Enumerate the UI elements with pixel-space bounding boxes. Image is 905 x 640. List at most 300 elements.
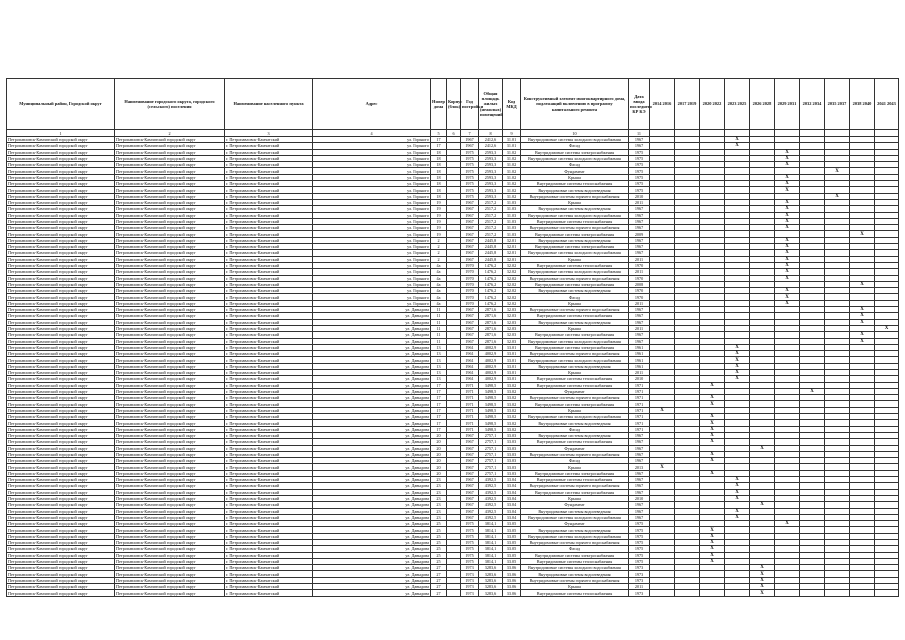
address-cell: ул. Давыдова	[313, 401, 431, 407]
table-cell: 33.02	[503, 401, 521, 407]
period-mark: X	[775, 237, 800, 243]
table-cell: Петропавловск-Камчатский городской округ	[115, 470, 225, 476]
element-cell: Внутридомовые системы электроснабжения	[521, 332, 629, 338]
table-cell: Петропавловск-Камчатский городской округ	[115, 477, 225, 483]
table-cell: г. Петропавловск-Камчатский	[225, 300, 313, 306]
last-repair-cell: 1967	[629, 489, 650, 495]
table-cell: Петропавловск-Камчатский городской округ	[115, 445, 225, 451]
table-cell: 17	[431, 388, 447, 394]
table-cell: 4а	[431, 281, 447, 287]
element-cell: Внутридомовые системы теплоснабжения	[521, 218, 629, 224]
table-cell: Петропавловск-Камчатский городской округ	[7, 477, 115, 483]
table-cell: 3814,1	[479, 521, 503, 527]
table-cell: 25	[431, 552, 447, 558]
table-cell: 1967	[461, 332, 479, 338]
table-cell: Петропавловск-Камчатский городской округ	[115, 250, 225, 256]
element-cell: Фасад	[521, 458, 629, 464]
capital-repair-table	[6, 78, 899, 597]
address-cell: ул. Давыдова	[313, 558, 431, 564]
address-cell: ул. Горького	[313, 187, 431, 193]
table-cell: г. Петропавловск-Камчатский	[225, 256, 313, 262]
last-repair-cell: 1967	[629, 244, 650, 250]
period-mark: X	[725, 363, 750, 369]
table-cell: Петропавловск-Камчатский городской округ	[7, 181, 115, 187]
column-number	[825, 130, 850, 137]
table-cell: Петропавловск-Камчатский городской округ	[7, 432, 115, 438]
address-cell: ул. Давыдова	[313, 420, 431, 426]
element-cell: Крыша	[521, 407, 629, 413]
last-repair-cell: 1975	[629, 181, 650, 187]
table-cell: 17	[431, 401, 447, 407]
table-cell: г. Петропавловск-Камчатский	[225, 426, 313, 432]
table-cell: г. Петропавловск-Камчатский	[225, 357, 313, 363]
table-cell: 1973	[461, 571, 479, 577]
element-cell: Внутридомовые системы электроснабжения	[521, 552, 629, 558]
table-cell: 11	[431, 332, 447, 338]
table-cell: 31.02	[503, 187, 521, 193]
table-cell: 11	[431, 325, 447, 331]
period-mark	[825, 590, 850, 596]
last-repair-cell: 1973	[629, 565, 650, 571]
table-cell: 20	[431, 439, 447, 445]
period-mark: X	[775, 149, 800, 155]
last-repair-cell: 1967	[629, 508, 650, 514]
table-cell: 1967	[461, 508, 479, 514]
table-cell: 3498,5	[479, 414, 503, 420]
column-header: 2026 2028	[750, 79, 775, 130]
table-cell: Петропавловск-Камчатский городской округ	[7, 307, 115, 313]
period-mark: X	[725, 495, 750, 501]
last-repair-cell: 1967	[629, 514, 650, 520]
table-cell	[447, 590, 461, 596]
period-mark: X	[750, 445, 775, 451]
element-cell: Внутридомовые системы водоотведения	[521, 319, 629, 325]
period-mark: X	[750, 577, 775, 583]
table-cell: 1967	[461, 325, 479, 331]
table-cell: 33.01	[503, 363, 521, 369]
last-repair-cell: 1973	[629, 571, 650, 577]
table-cell: 27	[431, 571, 447, 577]
table-cell: Петропавловск-Камчатский городской округ	[115, 231, 225, 237]
table-cell: Петропавловск-Камчатский городской округ	[7, 407, 115, 413]
table-cell: 19	[431, 231, 447, 237]
address-cell: ул. Горького	[313, 149, 431, 155]
last-repair-cell: 1967	[629, 250, 650, 256]
table-cell: Петропавловск-Камчатский городской округ	[115, 533, 225, 539]
period-mark: X	[725, 143, 750, 149]
table-cell: Петропавловск-Камчатский городской округ	[7, 332, 115, 338]
last-repair-cell: 1967	[629, 432, 650, 438]
table-cell: Петропавловск-Камчатский городской округ	[115, 414, 225, 420]
table-cell: Петропавловск-Камчатский городской округ	[115, 262, 225, 268]
period-mark: X	[775, 288, 800, 294]
table-cell: 33.04	[503, 508, 521, 514]
period-mark: X	[725, 508, 750, 514]
last-repair-cell: 1970	[629, 294, 650, 300]
address-cell: ул. Давыдова	[313, 307, 431, 313]
address-cell: ул. Горького	[313, 199, 431, 205]
element-cell: Внутридомовые системы теплоснабжения	[521, 477, 629, 483]
address-cell: ул. Горького	[313, 218, 431, 224]
table-cell: Петропавловск-Камчатский городской округ	[7, 199, 115, 205]
table-cell: Петропавловск-Камчатский городской округ	[7, 552, 115, 558]
table-cell: 1967	[461, 206, 479, 212]
table-cell: 4392,5	[479, 502, 503, 508]
table-cell: Петропавловск-Камчатский городской округ	[7, 357, 115, 363]
table-cell: Петропавловск-Камчатский городской округ	[115, 143, 225, 149]
period-mark: X	[700, 414, 725, 420]
table-cell: Петропавловск-Камчатский городской округ	[7, 464, 115, 470]
last-repair-cell: 1971	[629, 382, 650, 388]
element-cell: Внутридомовые системы горячего водоснабжения	[521, 193, 629, 199]
table-cell: 23	[431, 483, 447, 489]
table-cell: Петропавловск-Камчатский городской округ	[7, 502, 115, 508]
table-cell: 3498,5	[479, 420, 503, 426]
period-mark: X	[775, 199, 800, 205]
table-cell: 1975	[461, 181, 479, 187]
table-cell: Петропавловск-Камчатский городской округ	[7, 495, 115, 501]
address-cell: ул. Давыдова	[313, 426, 431, 432]
table-cell: Петропавловск-Камчатский городской округ	[115, 546, 225, 552]
table-cell: 33.01	[503, 376, 521, 382]
table-cell: г. Петропавловск-Камчатский	[225, 477, 313, 483]
period-mark: X	[700, 432, 725, 438]
period-mark: X	[700, 382, 725, 388]
element-cell: Внутридомовые системы горячего водоснабжения	[521, 451, 629, 457]
table-cell: 2	[431, 244, 447, 250]
table-cell: 1973	[461, 584, 479, 590]
period-mark: X	[700, 533, 725, 539]
period-mark: X	[700, 552, 725, 558]
table-cell: Петропавловск-Камчатский городской округ	[7, 470, 115, 476]
period-mark: X	[850, 332, 875, 338]
table-cell: 31.03	[503, 199, 521, 205]
address-cell: ул. Горького	[313, 143, 431, 149]
column-number: 9	[503, 130, 521, 137]
table-cell: 2757,1	[479, 470, 503, 476]
table-cell: 3498,5	[479, 382, 503, 388]
table-cell: Петропавловск-Камчатский городской округ	[7, 401, 115, 407]
element-cell: Внутридомовые системы холодного водоснабжения	[521, 155, 629, 161]
address-cell: ул. Давыдова	[313, 527, 431, 533]
period-mark: X	[725, 369, 750, 375]
table-cell: Петропавловск-Камчатский городской округ	[7, 426, 115, 432]
column-header: Код МКД	[503, 79, 521, 130]
table-cell: г. Петропавловск-Камчатский	[225, 325, 313, 331]
table-cell: Петропавловск-Камчатский городской округ	[7, 174, 115, 180]
table-cell: 2757,1	[479, 439, 503, 445]
address-cell: ул. Давыдова	[313, 369, 431, 375]
table-cell: 1970	[461, 281, 479, 287]
column-number: 2	[115, 130, 225, 137]
table-cell: Петропавловск-Камчатский городской округ	[7, 546, 115, 552]
table-cell: 3814,1	[479, 533, 503, 539]
period-mark: X	[775, 162, 800, 168]
address-cell: ул. Давыдова	[313, 464, 431, 470]
address-cell: ул. Горького	[313, 231, 431, 237]
address-cell: ул. Горького	[313, 225, 431, 231]
table-cell: г. Петропавловск-Камчатский	[225, 344, 313, 350]
column-header: 2017 2019	[675, 79, 700, 130]
table-cell: 1967	[461, 470, 479, 476]
table-cell: 23	[431, 508, 447, 514]
table-cell: 19	[431, 212, 447, 218]
address-cell: ул. Давыдова	[313, 489, 431, 495]
address-cell: ул. Горького	[313, 212, 431, 218]
table-cell: 3814,1	[479, 546, 503, 552]
table-cell: Петропавловск-Камчатский городской округ	[7, 571, 115, 577]
table-cell: 33.06	[503, 565, 521, 571]
address-cell: ул. Давыдова	[313, 571, 431, 577]
period-mark: X	[775, 300, 800, 306]
table-cell: 11	[431, 307, 447, 313]
table-cell: 2593,3	[479, 155, 503, 161]
column-number: 5	[431, 130, 447, 137]
table-cell: г. Петропавловск-Камчатский	[225, 540, 313, 546]
table-cell: Петропавловск-Камчатский городской округ	[7, 533, 115, 539]
table-cell: 3498,5	[479, 401, 503, 407]
last-repair-cell: 1967	[629, 451, 650, 457]
table-cell: г. Петропавловск-Камчатский	[225, 193, 313, 199]
table-cell: Петропавловск-Камчатский городской округ	[7, 206, 115, 212]
column-number: 4	[313, 130, 431, 137]
table-cell: 18	[431, 162, 447, 168]
table-cell: 4392,5	[479, 495, 503, 501]
period-mark: X	[775, 269, 800, 275]
table-cell: г. Петропавловск-Камчатский	[225, 149, 313, 155]
table-cell: 2445,8	[479, 237, 503, 243]
element-cell: Внутридомовые системы водоотведения	[521, 527, 629, 533]
table-cell: 32.01	[503, 244, 521, 250]
table-cell: Петропавловск-Камчатский городской округ	[115, 565, 225, 571]
last-repair-cell: 1967	[629, 502, 650, 508]
table-cell: Петропавловск-Камчатский городской округ	[115, 193, 225, 199]
table-cell: 25	[431, 527, 447, 533]
table-cell: г. Петропавловск-Камчатский	[225, 533, 313, 539]
table-cell: 19	[431, 206, 447, 212]
table-cell: 2757,1	[479, 458, 503, 464]
last-repair-cell: 1975	[629, 552, 650, 558]
element-cell: Фундамент	[521, 388, 629, 394]
table-cell: 4а	[431, 275, 447, 281]
table-cell: 33.04	[503, 502, 521, 508]
table-cell: 33.03	[503, 458, 521, 464]
table-cell: 4392,5	[479, 514, 503, 520]
last-repair-cell: 1971	[629, 395, 650, 401]
period-mark	[875, 590, 899, 596]
table-cell: 18	[431, 155, 447, 161]
table-cell: 1961	[461, 376, 479, 382]
table-cell: г. Петропавловск-Камчатский	[225, 521, 313, 527]
table-cell: 27	[431, 590, 447, 596]
table-cell: Петропавловск-Камчатский городской округ	[115, 401, 225, 407]
table-cell: Петропавловск-Камчатский городской округ	[115, 527, 225, 533]
table-cell: 1975	[461, 527, 479, 533]
period-mark: X	[700, 558, 725, 564]
table-cell: г. Петропавловск-Камчатский	[225, 206, 313, 212]
period-mark: X	[650, 464, 675, 470]
table-cell: 13	[431, 344, 447, 350]
last-repair-cell: 2009	[629, 231, 650, 237]
table-cell: г. Петропавловск-Камчатский	[225, 382, 313, 388]
column-number: 11	[629, 130, 650, 137]
element-cell: Внутридомовые системы теплоснабжения	[521, 181, 629, 187]
last-repair-cell: 1971	[629, 414, 650, 420]
table-cell: Петропавловск-Камчатский городской округ	[7, 244, 115, 250]
address-cell: ул. Горького	[313, 294, 431, 300]
address-cell: ул. Горького	[313, 155, 431, 161]
table-cell: 27	[431, 584, 447, 590]
table-cell: 3498,5	[479, 388, 503, 394]
table-cell: Петропавловск-Камчатский городской округ	[115, 577, 225, 583]
last-repair-cell: 1973	[629, 590, 650, 596]
table-cell: 27	[431, 577, 447, 583]
last-repair-cell: 1967	[629, 458, 650, 464]
table-cell: 33.03	[503, 451, 521, 457]
element-cell: Фундамент	[521, 168, 629, 174]
table-cell: г. Петропавловск-Камчатский	[225, 294, 313, 300]
table-cell: 4а	[431, 288, 447, 294]
table-cell: г. Петропавловск-Камчатский	[225, 546, 313, 552]
table-cell: 31.03	[503, 231, 521, 237]
table-cell: г. Петропавловск-Камчатский	[225, 137, 313, 143]
table-cell: 33.02	[503, 382, 521, 388]
last-repair-cell: 1973	[629, 577, 650, 583]
element-cell: Внутридомовые системы теплоснабжения	[521, 262, 629, 268]
table-cell: г. Петропавловск-Камчатский	[225, 351, 313, 357]
element-cell: Фасад	[521, 294, 629, 300]
table-cell: Петропавловск-Камчатский городской округ	[115, 369, 225, 375]
element-cell: Внутридомовые системы водоотведения	[521, 420, 629, 426]
table-cell: 17	[431, 137, 447, 143]
table-cell: 1967	[461, 237, 479, 243]
element-cell: Внутридомовые системы холодного водоснабжения	[521, 514, 629, 520]
table-cell: Петропавловск-Камчатский городской округ	[115, 426, 225, 432]
table-cell: 23	[431, 514, 447, 520]
address-cell: ул. Давыдова	[313, 495, 431, 501]
column-number	[875, 130, 899, 137]
table-cell: 4а	[431, 269, 447, 275]
table-cell: 1967	[461, 137, 479, 143]
column-header: 2038 2040	[850, 79, 875, 130]
address-cell: ул. Горького	[313, 275, 431, 281]
table-cell: 25	[431, 540, 447, 546]
table-cell: 18	[431, 181, 447, 187]
column-header: Конструктивный элемент многоквартирного дома, подлежащий включению в программу капитального ремонта	[521, 79, 629, 130]
table-cell: Петропавловск-Камчатский городской округ	[115, 155, 225, 161]
element-cell: Внутридомовые системы горячего водоснабжения	[521, 483, 629, 489]
table-cell: Петропавловск-Камчатский городской округ	[7, 395, 115, 401]
address-cell: ул. Давыдова	[313, 344, 431, 350]
period-mark	[850, 590, 875, 596]
table-cell: 2757,1	[479, 451, 503, 457]
last-repair-cell: 1967	[629, 470, 650, 476]
table-cell: Петропавловск-Камчатский городской округ	[115, 300, 225, 306]
element-cell: Внутридомовые системы холодного водоснабжения	[521, 250, 629, 256]
table-cell: 1971	[461, 420, 479, 426]
table-cell: г. Петропавловск-Камчатский	[225, 458, 313, 464]
table-cell: г. Петропавловск-Камчатский	[225, 269, 313, 275]
table-cell: 1971	[461, 401, 479, 407]
table-cell: 4002,9	[479, 351, 503, 357]
address-cell: ул. Давыдова	[313, 533, 431, 539]
table-cell: г. Петропавловск-Камчатский	[225, 558, 313, 564]
table-cell: 31.02	[503, 162, 521, 168]
table-cell: 1975	[461, 540, 479, 546]
table-cell: 2593,3	[479, 162, 503, 168]
table-cell: Петропавловск-Камчатский городской округ	[7, 231, 115, 237]
table-cell: 18	[431, 149, 447, 155]
period-mark: X	[775, 218, 800, 224]
table-cell: 1961	[461, 363, 479, 369]
table-cell: г. Петропавловск-Камчатский	[225, 262, 313, 268]
table-cell: 2871,6	[479, 307, 503, 313]
table-cell: Петропавловск-Камчатский городской округ	[7, 376, 115, 382]
element-cell: Крыша	[521, 300, 629, 306]
table-cell: Петропавловск-Камчатский городской округ	[115, 294, 225, 300]
table-cell: 23	[431, 489, 447, 495]
table-cell: 33.03	[503, 464, 521, 470]
table-cell: 1975	[461, 155, 479, 161]
period-mark: X	[725, 137, 750, 143]
element-cell: Внутридомовые системы холодного водоснабжения	[521, 565, 629, 571]
last-repair-cell: 1967	[629, 332, 650, 338]
table-cell: Петропавловск-Камчатский городской округ	[7, 451, 115, 457]
period-mark: X	[700, 458, 725, 464]
table-cell: 13	[431, 363, 447, 369]
period-mark: X	[750, 565, 775, 571]
table-cell: 3814,1	[479, 552, 503, 558]
table-cell: Петропавловск-Камчатский городской округ	[115, 325, 225, 331]
table-cell: 32.01	[503, 237, 521, 243]
element-cell: Фундамент	[521, 445, 629, 451]
table-cell: 33.02	[503, 420, 521, 426]
table-cell: Петропавловск-Камчатский городской округ	[7, 577, 115, 583]
table-cell: Петропавловск-Камчатский городской округ	[7, 225, 115, 231]
table-cell: 18	[431, 174, 447, 180]
table-cell: Петропавловск-Камчатский городской округ	[7, 363, 115, 369]
table-cell: Петропавловск-Камчатский городской округ	[115, 137, 225, 143]
table-cell: 1971	[461, 426, 479, 432]
table-cell: Петропавловск-Камчатский городской округ	[115, 514, 225, 520]
element-cell: Внутридомовые системы горячего водоснабжения	[521, 307, 629, 313]
table-cell: 4002,9	[479, 363, 503, 369]
table-cell: 1967	[461, 244, 479, 250]
table-cell: 20	[431, 432, 447, 438]
table-cell: Петропавловск-Камчатский городской округ	[115, 363, 225, 369]
table-cell: Петропавловск-Камчатский городской округ	[7, 344, 115, 350]
table-cell: 25	[431, 558, 447, 564]
table-cell: г. Петропавловск-Камчатский	[225, 225, 313, 231]
table-cell: 20	[431, 464, 447, 470]
table-cell: 33.03	[503, 445, 521, 451]
table-cell: 32.03	[503, 307, 521, 313]
table-cell: 2517,2	[479, 231, 503, 237]
address-cell: ул. Горького	[313, 193, 431, 199]
table-cell: 2871,6	[479, 319, 503, 325]
element-cell: Фасад	[521, 426, 629, 432]
table-cell: 33.04	[503, 514, 521, 520]
period-mark: X	[775, 174, 800, 180]
period-mark: X	[700, 527, 725, 533]
column-number	[750, 130, 775, 137]
column-number-row	[7, 130, 899, 137]
period-mark: X	[850, 319, 875, 325]
table-cell: Петропавловск-Камчатский городской округ	[115, 451, 225, 457]
table-cell: 32.01	[503, 250, 521, 256]
table-cell: 33.02	[503, 414, 521, 420]
table-cell: г. Петропавловск-Камчатский	[225, 401, 313, 407]
